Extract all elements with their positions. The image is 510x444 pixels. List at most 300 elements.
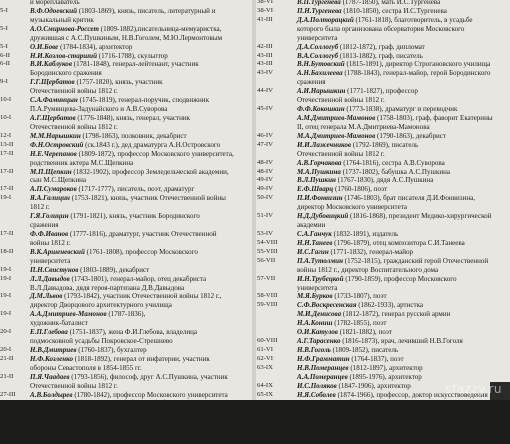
grave-location-code: 43-III	[257, 51, 273, 59]
person-name: С.А.Фаминцын	[30, 96, 78, 105]
entry-body	[297, 123, 508, 132]
person-description: (1803-1869), князь, писатель, литературный и	[78, 6, 216, 15]
person-description: (1773-1838), драматург и переводчик	[346, 105, 458, 114]
entry-body	[30, 275, 252, 284]
person-description: Отечественной войны 1812 г.	[297, 149, 385, 158]
person-name: М.И.Денисова	[297, 310, 342, 319]
entry-body	[297, 132, 508, 141]
person-name: А.В.Горчакова	[297, 158, 342, 167]
person-description: (1816-1868), президент Медико-хирургической	[350, 212, 492, 221]
person-name: П.Я.Чаадаев	[30, 372, 70, 381]
entry-body	[30, 310, 252, 319]
entry-body	[30, 301, 252, 310]
grave-location-code: 17-II	[0, 185, 14, 193]
entry-body	[297, 141, 508, 150]
person-description: (1788-1843), генерал-майор, герой Бородинского	[344, 69, 491, 78]
grave-location-code: 49-IV	[257, 185, 273, 193]
entry-body	[297, 301, 508, 310]
person-description: (1792-1869), писатель	[352, 140, 419, 149]
person-description: (1821-1882), поэт	[339, 328, 392, 337]
burial-entry	[257, 328, 508, 337]
burial-entry	[0, 16, 252, 25]
grave-location-code	[257, 96, 297, 105]
entry-body	[30, 34, 252, 43]
burial-entry	[0, 266, 252, 275]
burial-entry	[0, 346, 252, 355]
entry-body	[30, 176, 252, 185]
person-description: (1757-1820), князь, участник	[76, 78, 163, 87]
burial-entry	[0, 426, 252, 435]
entry-body	[30, 355, 252, 364]
person-name: Н.Е.Черепанов	[30, 149, 77, 158]
grave-location-code	[257, 221, 297, 230]
person-name: М.М.Нарышкин	[30, 131, 81, 140]
grave-location-code: 17-II	[0, 149, 14, 157]
person-description: (1895-1976), архитектор	[349, 372, 422, 381]
person-description: (1764-1837), поэт	[351, 354, 404, 363]
person-description: (1874-1966), профессор, доктор искусствоведения	[337, 390, 488, 399]
burial-entry	[257, 355, 508, 364]
person-description: (1798-1863), полковник, декабрист	[82, 131, 187, 140]
burial-entry	[0, 382, 252, 391]
person-description: (1787-1836),	[108, 310, 146, 319]
person-name: С.А.Ганчук	[297, 229, 332, 238]
entry-body	[30, 16, 252, 25]
person-name: Н.Н.Танеев	[297, 238, 333, 247]
entry-body	[297, 328, 508, 337]
person-name: Н.И.Козлов-старший	[30, 51, 98, 60]
entry-body	[297, 310, 508, 319]
person-name: В.И.Каблуков	[30, 60, 72, 69]
burial-entry	[257, 310, 508, 319]
person-description: (1752-1815), гражданский герой Отечественной	[344, 256, 489, 265]
grave-location-code: 65-IX	[257, 390, 273, 398]
entry-body	[30, 426, 252, 435]
grave-location-code	[0, 159, 30, 168]
grave-location-code: 64-IX	[257, 381, 273, 389]
burial-entry	[257, 114, 508, 123]
grave-location-code: 18-II	[0, 247, 14, 255]
burial-entry	[0, 284, 252, 293]
burial-entry	[0, 87, 252, 96]
burial-entry	[0, 301, 252, 310]
entry-body	[30, 382, 252, 391]
person-name: А.О.Смирнова-Россет	[30, 24, 99, 33]
burial-entry	[257, 78, 508, 87]
entry-body	[297, 248, 508, 257]
person-name: Н.Ф.Грамматин	[297, 354, 350, 363]
person-description: (1733-1807), поэт	[334, 292, 387, 301]
person-name: А.Н.Бахилеева	[297, 69, 343, 78]
person-description: директор Дворцового архитектурного училища	[30, 301, 172, 310]
grave-location-code	[0, 212, 30, 221]
entry-body	[297, 16, 508, 25]
burial-entry	[0, 399, 252, 408]
entry-body	[30, 105, 252, 114]
person-description: (1781-1848), генерал-лейтенант, участник	[73, 60, 199, 69]
person-description: (ск.1835 г.), владелица усадьбы «Сазиков»	[81, 435, 209, 444]
entry-body	[30, 257, 252, 266]
person-description: Семилетней войны 1756-1763 гг.	[30, 426, 129, 435]
burial-entry	[257, 141, 508, 150]
person-description: (1790-1863), декабрист	[377, 131, 446, 140]
person-description: (1839-1897), архитектор	[336, 417, 410, 426]
burial-entry	[257, 60, 508, 69]
person-description: (1790-1859), профессор Московского	[345, 274, 457, 283]
burial-entry	[257, 373, 508, 382]
grave-location-code	[0, 284, 30, 293]
entry-body	[30, 43, 252, 52]
entry-body	[297, 275, 508, 284]
entry-body	[297, 0, 508, 7]
entry-body	[297, 150, 508, 159]
person-description: сражения	[297, 78, 326, 87]
entry-body	[297, 185, 508, 194]
entry-body	[297, 337, 508, 346]
entry-body	[30, 221, 252, 230]
person-name: С.А.Соболевский	[30, 399, 83, 408]
entry-body	[30, 337, 252, 346]
entry-body	[297, 417, 508, 426]
burial-entry	[257, 159, 508, 168]
burial-entry	[0, 114, 252, 123]
burial-entry	[0, 435, 252, 444]
person-description: (1803-1889), декабрист	[80, 265, 150, 274]
grave-location-code: 45-IV	[257, 105, 273, 113]
burial-entry	[257, 266, 508, 275]
grave-location-code	[257, 426, 297, 435]
burial-entry	[257, 239, 508, 248]
grave-location-code	[257, 373, 297, 382]
left-column	[0, 0, 252, 444]
person-description: (1812-1872), генерал русской армии	[342, 310, 451, 319]
grave-location-code	[0, 69, 30, 78]
person-description: (1758-1803), граф, фаворит Екатерины	[377, 113, 493, 122]
grave-location-code: 47-IV	[257, 140, 273, 148]
person-name: В.Л.Пушкин	[297, 176, 336, 185]
grave-location-code: 10-I	[0, 96, 12, 104]
grave-location-code	[0, 301, 30, 310]
grave-location-code: 46-IV	[257, 131, 273, 139]
grave-location-code: 20-I	[0, 328, 12, 336]
person-name: Е.П.Глебова	[30, 328, 68, 337]
grave-location-code: 42-III	[257, 42, 273, 50]
entry-body	[297, 212, 508, 221]
grave-location-code	[257, 319, 297, 328]
entry-body	[297, 176, 508, 185]
entry-body	[30, 185, 252, 194]
grave-location-code: 26-II	[0, 399, 14, 407]
person-description: Отечественной войны 1812 г.	[297, 96, 385, 105]
burial-entry	[0, 328, 252, 337]
burial-entry	[257, 230, 508, 239]
person-name: Н.Ф.Козленко	[30, 354, 73, 363]
person-name: А.И.Нарышкин	[297, 87, 346, 96]
person-description: Бородинского сражения	[30, 69, 102, 78]
person-description: сражения	[30, 221, 59, 230]
burial-entry	[257, 399, 508, 408]
grave-location-code: 59-VIII	[257, 301, 278, 309]
entry-body	[297, 69, 508, 78]
burial-entry	[0, 176, 252, 185]
burial-entry	[0, 123, 252, 132]
grave-location-code: 5-I	[0, 6, 8, 14]
person-name: М.Я.Бурков	[297, 292, 333, 301]
entry-body	[297, 284, 508, 293]
person-description: (1816-1873), врач, лечивший Н.В.Гоголя	[342, 337, 463, 346]
grave-location-code	[0, 203, 30, 212]
person-name: В.А.Соллогуб	[297, 51, 339, 60]
burial-entry	[0, 310, 252, 319]
entry-body	[297, 159, 508, 168]
entry-body	[30, 141, 252, 150]
person-name: Д.А.Полторацкий	[297, 15, 354, 24]
person-description: (1803-1870), библиограф, близкий друг	[84, 399, 202, 408]
grave-location-code	[0, 176, 30, 185]
entry-body	[297, 319, 508, 328]
burial-entry	[0, 408, 252, 417]
person-description: и мореплаватель	[30, 0, 80, 6]
person-description: (1809-1872), профессор Московского университета,	[78, 149, 234, 158]
grave-location-code: 12-I	[0, 131, 12, 139]
person-description: художник-баталист	[30, 319, 88, 328]
grave-location-code	[0, 239, 30, 248]
person-name: Н.В.Померанцев	[297, 363, 349, 372]
person-description: (1784-1834), архитектор	[60, 42, 133, 51]
grave-location-code: 29-II	[0, 435, 14, 443]
burial-entry	[257, 168, 508, 177]
burial-entry	[257, 0, 508, 7]
grave-location-code: 50-IV	[257, 194, 273, 202]
entry-body	[30, 319, 252, 328]
person-description: (ск.1843 г.), дед драматурга А.Н.Островского	[85, 140, 221, 149]
grave-location-code: 57-VII	[257, 274, 276, 282]
grave-location-code	[257, 203, 297, 212]
grave-location-code	[0, 221, 30, 230]
person-description: (1847-1906), архитектор	[338, 381, 411, 390]
grave-location-code	[0, 382, 30, 391]
grave-location-code	[257, 114, 297, 123]
person-description: Отечественной войны 1812 г.	[30, 381, 118, 390]
burial-entry	[0, 319, 252, 328]
burial-entry	[257, 337, 508, 346]
grave-location-code: 19-I	[0, 292, 12, 300]
grave-location-code: 58-VIII	[257, 292, 278, 300]
burial-entry	[257, 203, 508, 212]
entry-body	[30, 364, 252, 373]
entry-body	[297, 34, 508, 43]
entry-body	[297, 399, 508, 408]
entry-body	[30, 150, 252, 159]
person-description: (1716-1788), скульптор	[98, 51, 168, 60]
grave-location-code	[257, 150, 297, 159]
person-name: А.М.Дмитриев-Мамонов	[297, 113, 376, 122]
person-name: П.А.Тутолмин	[297, 256, 343, 265]
person-description: (1761-1808), профессор Московского	[86, 247, 198, 256]
burial-entry	[257, 96, 508, 105]
person-description: (1809-1852), писатель	[332, 345, 399, 354]
person-description: (1717-1777), писатель, поэт, драматург	[78, 185, 195, 194]
person-description: сын М.С.Щепкина	[30, 176, 86, 185]
burial-entry	[0, 150, 252, 159]
person-description: университета	[297, 283, 338, 292]
grave-location-code: 19-I	[0, 265, 12, 273]
person-description: 1812 г.	[30, 203, 50, 212]
entry-body	[297, 105, 508, 114]
entry-body	[297, 60, 508, 69]
person-name: П.Н.Свистунов	[30, 265, 79, 274]
person-description: (1716-1779), генерал-поручик, участник	[76, 417, 197, 426]
person-name: М.П.Щепкин	[30, 167, 72, 176]
burial-entry	[0, 337, 252, 346]
burial-entry	[257, 87, 508, 96]
person-description: (1818-1892), генерал от инфатерии, участник	[74, 354, 210, 363]
burial-entry	[0, 25, 252, 34]
entry-body	[297, 114, 508, 123]
grave-location-code	[257, 284, 297, 293]
burial-entry	[257, 69, 508, 78]
person-name: И.Н.Трубецкой	[297, 274, 344, 283]
burial-entry	[0, 105, 252, 114]
person-description: П.А.Румянцева-Задунайского и А.В.Суворова	[30, 105, 168, 114]
entry-body	[297, 96, 508, 105]
person-name: Н.В.Шеслер	[297, 417, 336, 426]
grave-location-code	[0, 319, 30, 328]
grave-location-code: 6-II	[0, 60, 11, 68]
entry-body	[30, 239, 252, 248]
person-description: (1745-1819), генерал-поручик, сподвижник	[79, 96, 209, 105]
burial-entry	[257, 408, 508, 417]
person-name: С.Ф.Воскресенская	[297, 301, 357, 310]
burial-entry	[0, 43, 252, 52]
person-description: (1782-1855), поэт	[334, 319, 387, 328]
grave-location-code: 9-I	[0, 78, 8, 86]
person-description: (1753-1821), князь, участник Отечественной войны	[71, 194, 226, 203]
person-name: Н.В.Дмитриев	[30, 345, 77, 354]
entry-body	[297, 373, 508, 382]
grave-location-code: 19-I	[0, 310, 12, 318]
burial-entry	[257, 417, 508, 426]
burial-entry	[257, 194, 508, 203]
grave-location-code: 66-IX	[257, 408, 273, 416]
person-description: (1760-1806), поэт	[334, 185, 388, 194]
entry-body	[30, 328, 252, 337]
person-description: (1767-1830), дядя А.С.Пушкина	[337, 176, 434, 185]
person-name: М.А.Пушкина	[297, 167, 341, 176]
entry-body	[297, 346, 508, 355]
grave-location-code	[0, 426, 30, 435]
person-description: подмосковной усадьбы Покровское-Стрешнево	[30, 337, 173, 346]
person-description: войны 1812 г., директор Воспитательного дома	[297, 265, 439, 274]
entry-body	[30, 292, 252, 301]
entry-body	[297, 221, 508, 230]
grave-location-code	[0, 257, 30, 266]
person-description: (1796-1879), отец композитора С.И.Танеева	[334, 238, 465, 247]
person-name: Н.Д.Дубовицкий	[297, 212, 349, 221]
entry-body	[297, 168, 508, 177]
burial-entry	[0, 141, 252, 150]
burial-entry	[0, 159, 252, 168]
entry-body	[30, 25, 252, 34]
burial-entry	[257, 346, 508, 355]
entry-body	[30, 399, 252, 408]
entry-body	[30, 123, 252, 132]
person-name: И.С.Поляков	[297, 381, 337, 390]
person-name: А.А.Дмитриев-Мамонов	[30, 310, 107, 319]
person-description: (1793-1842), участник Отечественной войны 1812 г.,	[64, 292, 222, 301]
grave-location-code	[0, 123, 30, 132]
entry-body	[30, 373, 252, 382]
burial-entry	[0, 132, 252, 141]
person-description: (1761-1818), благотворитель, в усадьбе	[355, 15, 473, 24]
entry-body	[297, 7, 508, 16]
burial-entry	[0, 194, 252, 203]
grave-location-code	[257, 25, 297, 34]
person-name: Ф.Ф.Иванов	[30, 229, 69, 238]
person-name: Е.Ф.Шварц	[297, 185, 334, 194]
burial-entry	[257, 16, 508, 25]
person-description: (1771-1832), генерал-майор	[330, 247, 414, 256]
person-description: (1815-1891), директор Строгановского училища	[346, 60, 491, 69]
grave-location-code: 13-II	[0, 140, 14, 148]
entry-body	[30, 69, 252, 78]
burial-entry	[0, 203, 252, 212]
grave-location-code: 21-II	[0, 372, 14, 380]
person-description: (1760-1837), бухгалтер	[78, 345, 147, 354]
entry-body	[297, 87, 508, 96]
person-description: директор Московского университета	[297, 203, 408, 212]
entry-body	[30, 417, 252, 426]
entry-body	[297, 230, 508, 239]
burial-entry	[0, 185, 252, 194]
entry-body	[30, 284, 252, 293]
entry-body	[30, 132, 252, 141]
burial-entry	[257, 301, 508, 310]
person-description: (1793-1856), философ, друг А.С.Пушкина, участник	[71, 372, 228, 381]
watermark: sfazzy.ru	[445, 382, 502, 396]
burial-entry	[257, 132, 508, 141]
grave-location-code	[257, 123, 297, 132]
entry-body	[30, 159, 252, 168]
grave-location-code: 48-IV	[257, 158, 273, 166]
person-name: П.И.Фонвизин	[297, 194, 343, 203]
entry-body	[30, 391, 252, 400]
entry-body	[30, 52, 252, 61]
person-description: (1862-1933), артистка	[358, 301, 424, 310]
person-name: А.А.Померанцев	[297, 372, 348, 381]
person-name: А.Г.Щербатов	[30, 113, 76, 122]
burial-entry	[0, 364, 252, 373]
person-name: В.Н.Бутовский	[297, 60, 345, 69]
person-description: (1809-1882),писательница-мемуаристка,	[100, 24, 222, 33]
burial-entry	[257, 275, 508, 284]
person-description: университета	[297, 33, 338, 42]
person-name: В.Ф.Одоевский	[30, 6, 78, 15]
person-name: В.П.Тургенева	[297, 0, 341, 6]
entry-body	[30, 0, 252, 7]
entry-body	[297, 194, 508, 203]
grave-location-code: 53-IV	[257, 229, 273, 237]
burial-entry	[0, 34, 252, 43]
burial-entry	[0, 292, 252, 301]
person-description: (1777-1816), драматург, участник Отечественной	[69, 229, 217, 238]
burial-entry	[0, 221, 252, 230]
person-description: родственник актера М.С.Щепкина	[30, 158, 134, 167]
entry-body	[297, 43, 508, 52]
person-description: (1743-1801), генерал-майор, отец декабриста	[71, 274, 207, 283]
person-description: (1906-1980), архитектор-реставратор	[367, 399, 479, 408]
grave-location-code: 43-IV	[257, 69, 273, 77]
